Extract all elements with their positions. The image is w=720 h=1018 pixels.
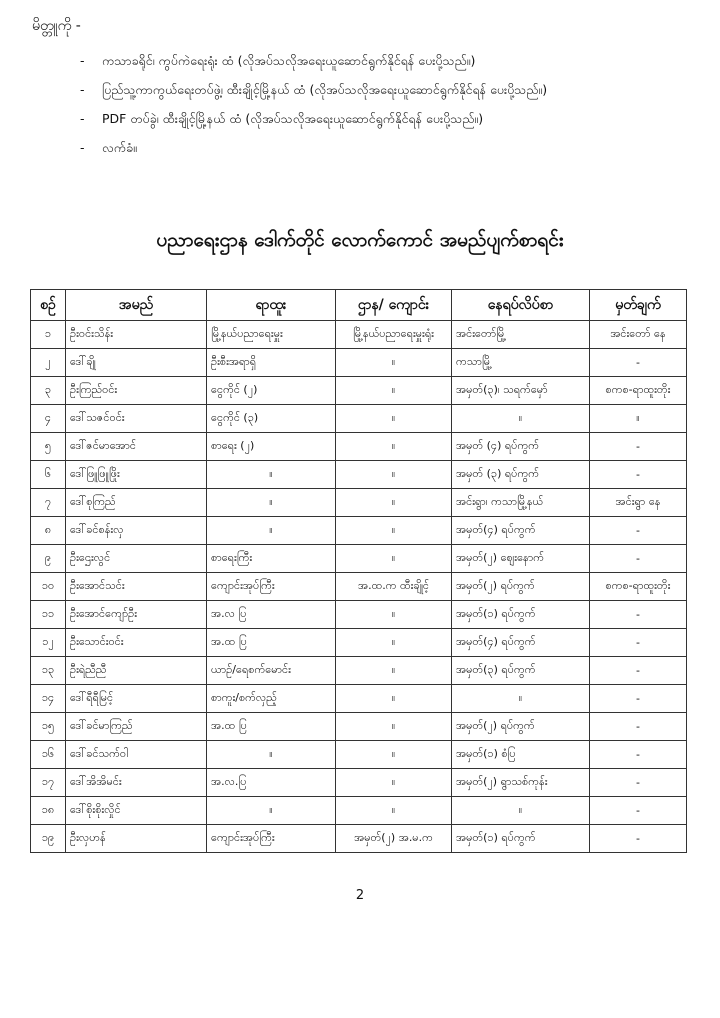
cell-position: မြို့နယ်ပညာရေးမှူး [207, 321, 336, 349]
cc-list-text: လက်ခံ။ [102, 140, 137, 155]
cell-address: အမှတ်(၃) ရပ်ကွက် [452, 657, 590, 685]
cell-no: ၁၀ [31, 573, 66, 601]
cell-no: ၉ [31, 545, 66, 573]
cell-remarks: - [590, 685, 687, 713]
cell-position: ။ [207, 797, 336, 825]
table-row [31, 433, 687, 461]
cell-position: ကျောင်းအုပ်ကြီး [207, 573, 336, 601]
cell-position: ယာဥ်/ရေစက်မောင်း [207, 657, 336, 685]
staff-table [30, 289, 687, 853]
cell-address: အမှတ်(၄) ရပ်ကွက် [452, 517, 590, 545]
cc-list-bullet: - [80, 53, 85, 68]
cell-department: ။ [336, 713, 452, 741]
cell-department: ။ [336, 377, 452, 405]
cell-remarks: - [590, 545, 687, 573]
cell-department: ။ [336, 517, 452, 545]
cell-address: အမှတ်(၂) ရပ်ကွက် [452, 573, 590, 601]
cell-no: ၁၂ [31, 629, 66, 657]
cell-address: ။ [452, 685, 590, 713]
cell-position: ။ [207, 741, 336, 769]
cell-position: စာရေး (၂) [207, 433, 336, 461]
cell-name: ဒေါ်ခင်သက်ဝါ [66, 741, 207, 769]
table-row [31, 713, 687, 741]
cell-name: ဦးရဲညီညီ [66, 657, 207, 685]
table-body [31, 321, 687, 853]
cell-address: အမှတ် (၄) ရပ်ကွက် [452, 433, 590, 461]
cell-name: ဒေါ်အိအိမင်း [66, 769, 207, 797]
cell-address: အမှတ်(၄) ရပ်ကွက် [452, 629, 590, 657]
cell-name: ဒေါ်ဖြူဖြူဖြိုး [66, 461, 207, 489]
table-row [31, 573, 687, 601]
col-header-department: ဌာန/ ကျောင်း [336, 290, 452, 321]
cell-position: စာကူး/စက်လှည့် [207, 685, 336, 713]
cell-department: ။ [336, 657, 452, 685]
cell-no: ၁၇ [31, 769, 66, 797]
cell-address: အမှတ်(၂) ဈေးနောက် [452, 545, 590, 573]
cell-no: ၁၆ [31, 741, 66, 769]
cell-department: ။ [336, 489, 452, 517]
cell-address: ကသာမြို့ [452, 349, 590, 377]
cell-name: ဒေါ်ခင်မာကြည် [66, 713, 207, 741]
cell-name: ဦးဝင်းသိန်း [66, 321, 207, 349]
cell-no: ၁၉ [31, 825, 66, 853]
cell-name: ဒေါ်ဇင်မာအောင် [66, 433, 207, 461]
cell-department: ။ [336, 797, 452, 825]
cell-address: အမှတ်(၁) ရပ်ကွက် [452, 825, 590, 853]
table-row [31, 517, 687, 545]
cell-remarks: - [590, 517, 687, 545]
cell-no: ၅ [31, 433, 66, 461]
cell-name: ဒေါ်ခင်စန်းလှ [66, 517, 207, 545]
table-row [31, 797, 687, 825]
cell-position: အ.ထ ပြ [207, 629, 336, 657]
table-row [31, 377, 687, 405]
table-row [31, 545, 687, 573]
col-header-remarks: မှတ်ချက် [590, 290, 687, 321]
cc-list-text: PDF တပ်ခွဲ၊ ထီးချိုင့်မြို့နယ် ထံ (လိုအပ်သလိုအရေးယူဆောင်ရွက်နိုင်ရန် ပေးပို့သည်။) [102, 111, 484, 126]
cell-department: ။ [336, 461, 452, 489]
cell-department: ။ [336, 741, 452, 769]
cell-no: ၂ [31, 349, 66, 377]
cell-no: ၆ [31, 461, 66, 489]
cell-remarks: အင်းရွာ နေ [590, 489, 687, 517]
cell-no: ၈ [31, 517, 66, 545]
cc-list-text: ပြည်သူ့ကာကွယ်ရေးတပ်ဖွဲ့၊ ထီးချိုင့်မြို့နယ် ထံ (လိုအပ်သလိုအရေးယူဆောင်ရွက်နိုင်ရန် ပေးပို့သည်။) [102, 82, 548, 97]
cc-list-item [80, 46, 547, 75]
cc-list-item [80, 104, 547, 133]
cc-label: မိတ္တူကို - [32, 18, 81, 34]
cell-position: ။ [207, 461, 336, 489]
cc-list-item [80, 75, 547, 104]
cell-name: ဦးအောင်ကျော်ဦး [66, 601, 207, 629]
cell-remarks: ။ [590, 405, 687, 433]
table-row [31, 657, 687, 685]
cell-no: ၃ [31, 377, 66, 405]
cell-department: ။ [336, 545, 452, 573]
cc-list-bullet: - [80, 82, 85, 97]
cell-no: ၁၅ [31, 713, 66, 741]
table-row [31, 405, 687, 433]
table-row [31, 349, 687, 377]
cell-no: ၁၁ [31, 601, 66, 629]
col-header-name: အမည် [66, 290, 207, 321]
table-row [31, 321, 687, 349]
cell-address: အမှတ်(၂) ရွာသစ်ကုန်း [452, 769, 590, 797]
cell-remarks: - [590, 433, 687, 461]
cell-no: ၁၄ [31, 685, 66, 713]
cell-department: ။ [336, 685, 452, 713]
cell-address: အမှတ်(၁) ရပ်ကွက် [452, 601, 590, 629]
cell-address: အမှတ်(၃)၊ သရက်မှော် [452, 377, 590, 405]
cell-address: အမှတ်(၁) စံပြ [452, 741, 590, 769]
cell-position: အ.လ.ပြ [207, 769, 336, 797]
cell-department: အမှတ်(၂) အ.မ.က [336, 825, 452, 853]
cell-department: ။ [336, 405, 452, 433]
table-header-row [31, 290, 687, 321]
cell-department: ။ [336, 601, 452, 629]
cell-address: အမှတ်(၂) ရပ်ကွက် [452, 713, 590, 741]
cell-no: ၁၈ [31, 797, 66, 825]
cc-list-item [80, 133, 547, 162]
table-row [31, 741, 687, 769]
cell-position: စာရေးကြီး [207, 545, 336, 573]
cell-address: အင်းရွာ၊ ကသာမြို့နယ် [452, 489, 590, 517]
table-row [31, 685, 687, 713]
table-row [31, 601, 687, 629]
cell-position: အ.ထ ပြ [207, 713, 336, 741]
cell-remarks: - [590, 657, 687, 685]
cell-name: ဦးကြည်ဝင်း [66, 377, 207, 405]
cell-no: ၁၃ [31, 657, 66, 685]
cell-name: ဦးလှဟန် [66, 825, 207, 853]
cell-no: ၄ [31, 405, 66, 433]
cell-remarks: - [590, 741, 687, 769]
cell-department: မြို့နယ်ပညာရေးမှူးရုံး [336, 321, 452, 349]
cell-remarks: စကစ-ရာထူးတိုး [590, 573, 687, 601]
cell-name: ဒေါ်ချို [66, 349, 207, 377]
cell-name: ဒေါ်စိုးစိုးလှိုင် [66, 797, 207, 825]
cell-remarks: - [590, 825, 687, 853]
cell-department: ။ [336, 349, 452, 377]
cell-address: အင်းတော်မြို့ [452, 321, 590, 349]
cell-name: ဦးဌေးလွင် [66, 545, 207, 573]
cc-list [80, 46, 547, 162]
cell-remarks: - [590, 713, 687, 741]
cell-address: ။ [452, 405, 590, 433]
cell-remarks: - [590, 629, 687, 657]
cc-list-bullet: - [80, 111, 85, 126]
cell-position: ။ [207, 489, 336, 517]
page-number: 2 [355, 888, 365, 903]
cell-position: ။ [207, 517, 336, 545]
cell-department: ။ [336, 769, 452, 797]
cell-remarks: - [590, 601, 687, 629]
col-header-address: နေရပ်လိပ်စာ [452, 290, 590, 321]
cell-name: ဒေါ်စုကြည် [66, 489, 207, 517]
cell-remarks: - [590, 769, 687, 797]
cell-department: ။ [336, 433, 452, 461]
col-header-position: ရာထူး [207, 290, 336, 321]
cell-department: ။ [336, 629, 452, 657]
cell-position: ငွေကိုင် (၂) [207, 377, 336, 405]
cell-remarks: - [590, 797, 687, 825]
cell-remarks: - [590, 461, 687, 489]
cell-remarks: - [590, 349, 687, 377]
document-title: ပညာရေးဌာန ဒေါက်တိုင် လောက်ကောင် အမည်ပျက်စာရင်း [156, 229, 564, 251]
table-row [31, 629, 687, 657]
cell-name: ဦးသောင်းဝင်း [66, 629, 207, 657]
cell-address: ။ [452, 797, 590, 825]
cell-position: ဦးစီးအရာရှိ [207, 349, 336, 377]
table-row [31, 825, 687, 853]
cell-department: အ.ထ.က ထီးချိုင့် [336, 573, 452, 601]
cell-name: ဒေါ်ရီရီမြင့် [66, 685, 207, 713]
cell-address: အမှတ် (၃) ရပ်ကွက် [452, 461, 590, 489]
cc-list-bullet: - [80, 140, 85, 155]
table-row [31, 489, 687, 517]
cell-no: ၁ [31, 321, 66, 349]
col-header-no: စဥ် [31, 290, 66, 321]
cell-remarks: အင်းတော် နေ [590, 321, 687, 349]
cell-position: အ.လ ပြ [207, 601, 336, 629]
cc-list-text: ကသာခရိုင်၊ ကွပ်ကဲရေးရုံး ထံ (လိုအပ်သလိုအရေးယူဆောင်ရွက်နိုင်ရန် ပေးပို့သည်။) [102, 53, 476, 68]
table-row [31, 461, 687, 489]
cell-position: ကျောင်းအုပ်ကြီး [207, 825, 336, 853]
cell-name: ဒေါ်သဇင်ဝင်း [66, 405, 207, 433]
cell-name: ဦးအောင်သင်း [66, 573, 207, 601]
cell-remarks: စကစ-ရာထူးတိုး [590, 377, 687, 405]
table-row [31, 769, 687, 797]
cell-position: ငွေကိုင် (၃) [207, 405, 336, 433]
cell-no: ၇ [31, 489, 66, 517]
